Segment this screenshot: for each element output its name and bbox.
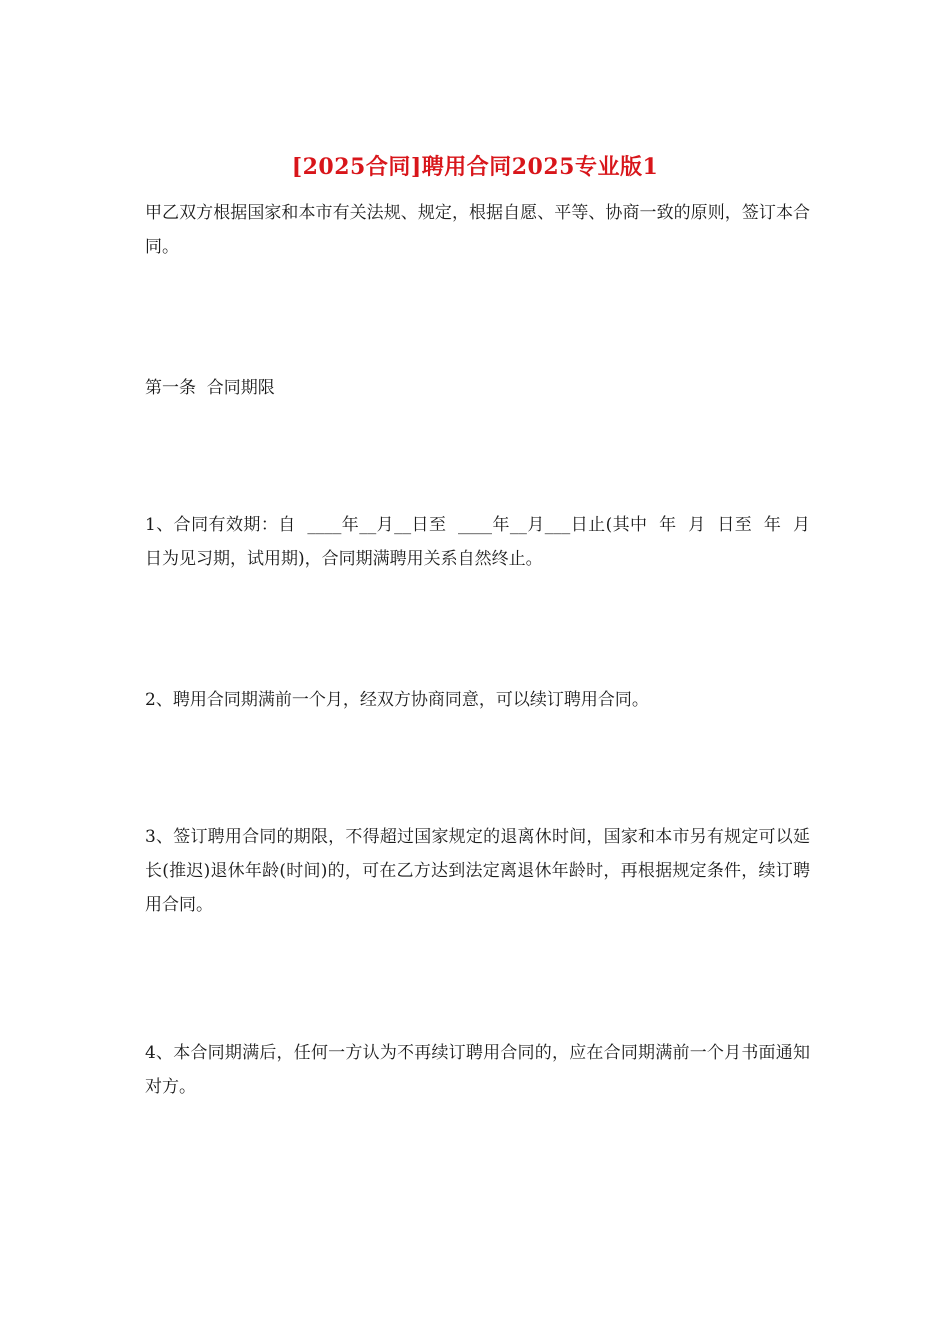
clause-4-paragraph: 4、本合同期满后，任何一方认为不再续订聘用合同的，应在合同期满前一个月书面通知对方。 [145,1043,810,1097]
intro-paragraph: 甲乙双方根据国家和本市有关法规、规定，根据自愿、平等、协商一致的原则，签订本合同。 [145,203,810,257]
clause-3-paragraph: 3、签订聘用合同的期限，不得超过国家规定的退离休时间，国家和本市另有规定可以延长(推迟)退休年龄(时间)的，可在乙方达到法定离退休年龄时，再根据规定条件，续订聘用合同。 [145,827,810,915]
article-1-heading: 第一条 合同期限 [145,378,275,398]
document-title: [2025合同]聘用合同2025专业版1 [291,154,659,180]
clause-2-paragraph: 2、聘用合同期满前一个月，经双方协商同意，可以续订聘用合同。 [145,690,649,710]
clause-1-paragraph: 1、合同有效期：自 ____年__月__日至 ____年__月___日止(其中 年 月 日至 年 月 日为见习期，试用期)，合同期满聘用关系自然终止。 [145,515,821,569]
